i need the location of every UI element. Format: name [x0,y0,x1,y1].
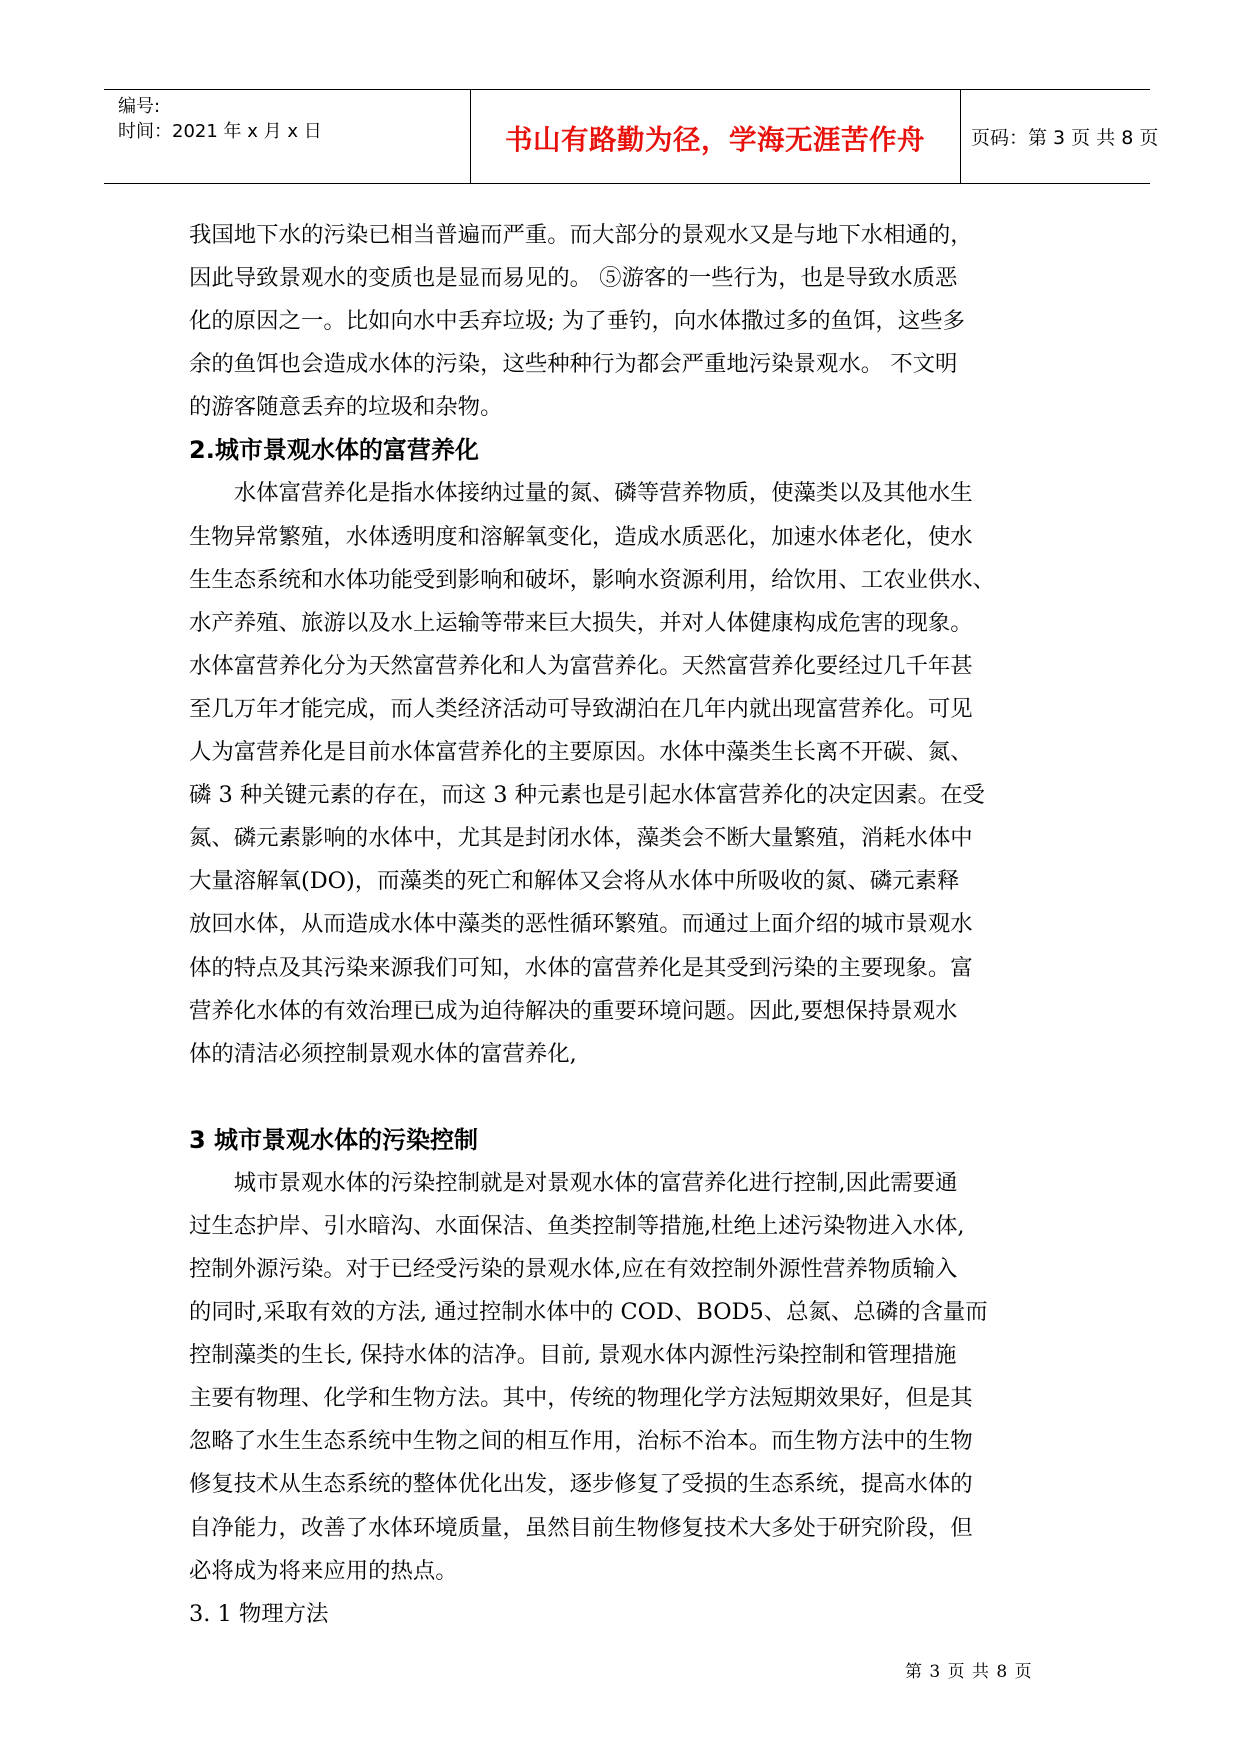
paragraph: 我国地下水的污染已相当普遍而严重。而大部分的景观水又是与地下水相通的， 因此导致景观水的变质也是显而易见的。 ⑤游客的一些行为，也是导致水质恶 化的原因之一。比如向水中丢弃垃圾; 为了垂钓，向水体撒过多的鱼饵，这些多 余的鱼饵也会造成水体的污染，这些种种行为都会严重地污染景观水。 不文明 的游客随意丢弃的垃圾和杂物。 [189,222,973,421]
document-body [189,214,1059,1636]
header-divider [960,90,961,183]
blank-line [189,1076,1059,1119]
document-time-label: 时间：2021 年 x 月 x 日 [118,121,322,142]
page-footer: 第 3 页 共 8 页 [905,1662,1033,1682]
page-header [104,89,1159,184]
paragraph: 城市景观水体的污染控制就是对景观水体的富营养化进行控制,因此需要通 过生态护岸、引水暗沟、水面保洁、鱼类控制等措施,杜绝上述污染物进入水体, 控制外源污染。对于已经受污染的景观水体,应在有效控制外源性营养物质输入 的同时,采取有效的方法, 通过控制水体中的 COD、BOD5、总氮、总磷的含量而 控制藻类的生长, 保持水体的洁净。目前, 景观水体内源性污染控制和管理措施 主要有物理、化学和生物方法。其中，传统的物理化学方法短期效果好，但是其 忽略了水生生态系统中生物之间的相互作用，治标不治本。而生物方法中的生物 修复技术从生态系统的整体优化出发，逐步修复了受损的生态系统，提高水体的 自净能力，改善了水体环境质量，虽然目前生物修复技术大多处于研究阶段，但 必将成为将来应用的热点。 [189,1169,988,1584]
header-page-number: 页码：第 3 页 共 8 页 [971,127,1159,149]
subsection-heading: 3. 1 物理方法 [189,1600,329,1627]
header-motto: 书山有路勤为径，学海无涯苦作舟 [505,123,925,156]
header-meta [118,94,463,144]
document-number-label: 编号: [118,96,161,117]
section-heading: 3 城市景观水体的污染控制 [189,1125,479,1154]
section-heading: 2.城市景观水体的富营养化 [189,436,479,465]
paragraph: 水体富营养化是指水体接纳过量的氮、磷等营养物质，使藻类以及其他水生 生物异常繁殖，水体透明度和溶解氧变化，造成水质恶化，加速水体老化，使水 生生态系统和水体功能受到影响和破坏，影响水资源利用，给饮用、工农业供水、 水产养殖、旅游以及水上运输等带来巨大损失，并对人体健康构成危害的现象。 水体富营养化分为天然富营养化和人为富营养化。天然富营养化要经过几千年甚 至几万年才能完成，而人类经济活动可导致湖泊在几年内就出现富营养化。可见 人为富营养化是目前水体富营养化的主要原因。水体中藻类生长离不开碳、氮、 磷 3 种关键元素的存在，而这 3 种元素也是引起水体富营养化的决定因素。在受 氮、磷元素影响的水体中，尤其是封闭水体，藻类会不断大量繁殖，消耗水体中 大量溶解氧(DO)，而藻类的死亡和解体又会将从水体中所吸收的氮、磷元素释 放回水体，从而造成水体中藻类的恶性循环繁殖。而通过上面介绍的城市景观水 体的特点及其污染来源我们可知，水体的富营养化是其受到污染的主要现象。富 营养化水体的有效治理已成为迫待解决的重要环境问题。因此,要想保持景观水 体的清洁必须控制景观水体的富营养化, [189,480,996,1067]
